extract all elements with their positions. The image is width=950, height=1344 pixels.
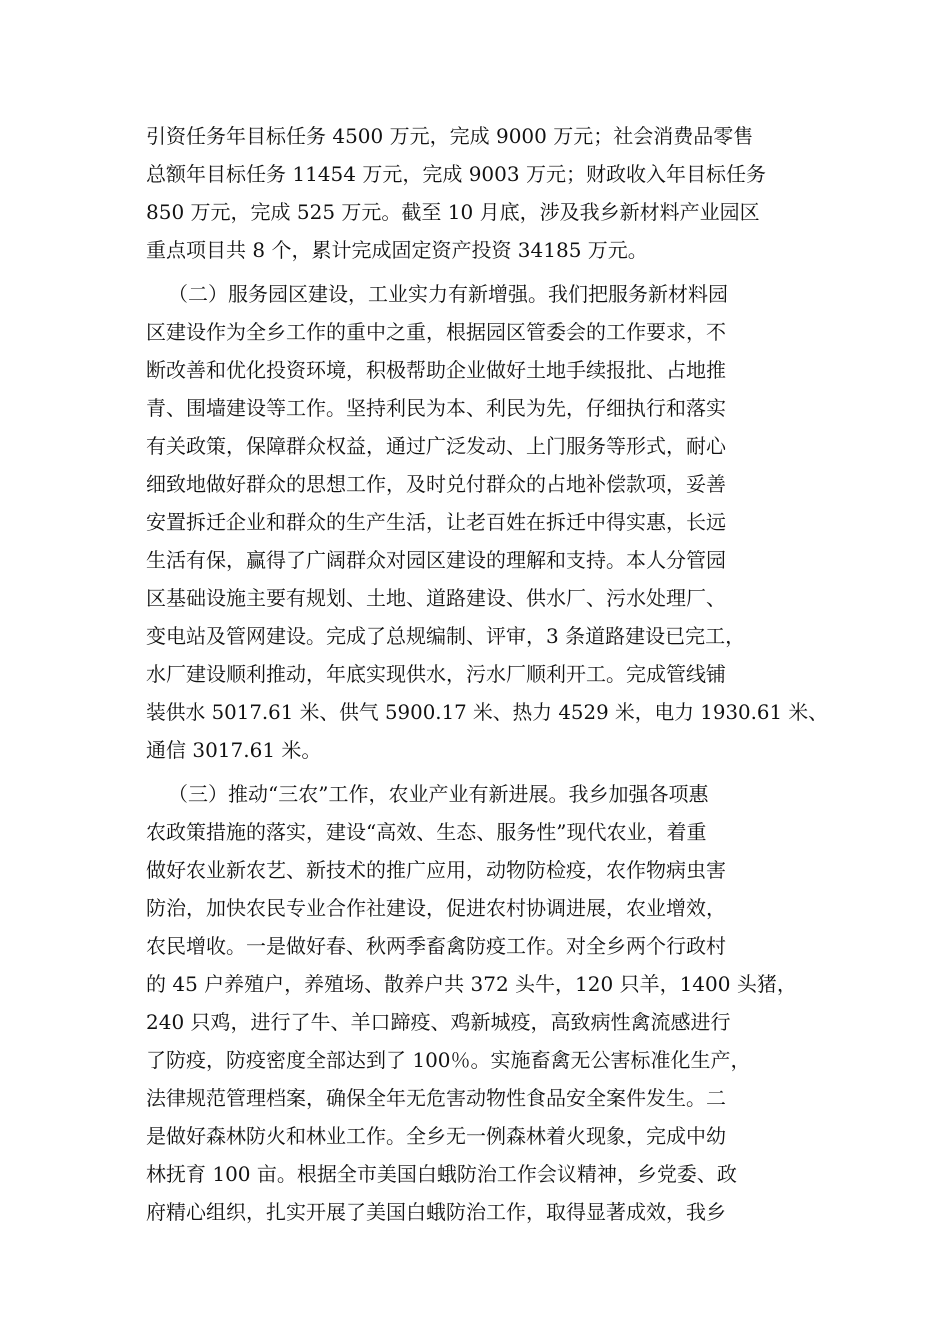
text-line: 装供水 5017.61 米、供气 5900.17 米、热力 4529 米，电力 1930.61 米、 [146, 700, 828, 724]
text-line: 细致地做好群众的思想工作，及时兑付群众的占地补偿款项，妥善 [146, 472, 726, 496]
text-line: 防治，加快农民专业合作社建设，促进农村协调进展，农业增效， [146, 896, 726, 920]
text-line: 总额年目标任务 11454 万元，完成 9003 万元；财政收入年目标任务 [146, 162, 766, 186]
text-line: 重点项目共 8 个，累计完成固定资产投资 34185 万元。 [146, 238, 648, 262]
text-line: 生活有保，赢得了广阔群众对园区建设的理解和支持。本人分管园 [146, 548, 726, 572]
paragraph-heading-3: （三）推动“三农”工作，农业产业有新进展。我乡加强各项惠 [168, 782, 709, 806]
text-line: 引资任务年目标任务 4500 万元，完成 9000 万元；社会消费品零售 [146, 124, 754, 148]
text-line: 通信 3017.61 米。 [146, 738, 322, 762]
text-line: 是做好森林防火和林业工作。全乡无一例森林着火现象，完成中幼 [146, 1124, 726, 1148]
text-line: 做好农业新农艺、新技术的推广应用，动物防检疫，农作物病虫害 [146, 858, 726, 882]
text-line: 断改善和优化投资环境，积极帮助企业做好土地手续报批、占地推 [146, 358, 726, 382]
text-line: 农政策措施的落实，建设“高效、生态、服务性”现代农业，着重 [146, 820, 707, 844]
text-line: 区建设作为全乡工作的重中之重，根据园区管委会的工作要求，不 [146, 320, 726, 344]
text-line: 了防疫，防疫密度全部达到了 100％。实施畜禽无公害标准化生产， [146, 1048, 751, 1072]
text-line: 安置拆迁企业和群众的生产生活，让老百姓在拆迁中得实惠，长远 [146, 510, 726, 534]
text-line: 府精心组织，扎实开展了美国白蛾防治工作，取得显著成效，我乡 [146, 1200, 726, 1224]
text-line: 变电站及管网建设。完成了总规编制、评审，3 条道路建设已完工， [146, 624, 746, 648]
text-line: 林抚育 100 亩。根据全市美国白蛾防治工作会议精神，乡党委、政 [146, 1162, 737, 1186]
text-line: 240 只鸡，进行了牛、羊口蹄疫、鸡新城疫，高致病性禽流感进行 [146, 1010, 731, 1034]
text-line: 法律规范管理档案，确保全年无危害动物性食品安全案件发生。二 [146, 1086, 726, 1110]
paragraph-heading-2: （二）服务园区建设，工业实力有新增强。我们把服务新材料园 [168, 282, 728, 306]
text-line: 青、围墙建设等工作。坚持利民为本、利民为先，仔细执行和落实 [146, 396, 726, 420]
text-line: 的 45 户养殖户，养殖场、散养户共 372 头牛，120 只羊，1400 头猪， [146, 972, 797, 996]
text-line: 850 万元，完成 525 万元。截至 10 月底，涉及我乡新材料产业园区 [146, 200, 760, 224]
text-line: 区基础设施主要有规划、土地、道路建设、供水厂、污水处理厂、 [146, 586, 726, 610]
text-line: 水厂建设顺利推动，年底实现供水，污水厂顺利开工。完成管线铺 [146, 662, 726, 686]
text-line: 有关政策，保障群众权益，通过广泛发动、上门服务等形式，耐心 [146, 434, 726, 458]
text-line: 农民增收。一是做好春、秋两季畜禽防疫工作。对全乡两个行政村 [146, 934, 726, 958]
